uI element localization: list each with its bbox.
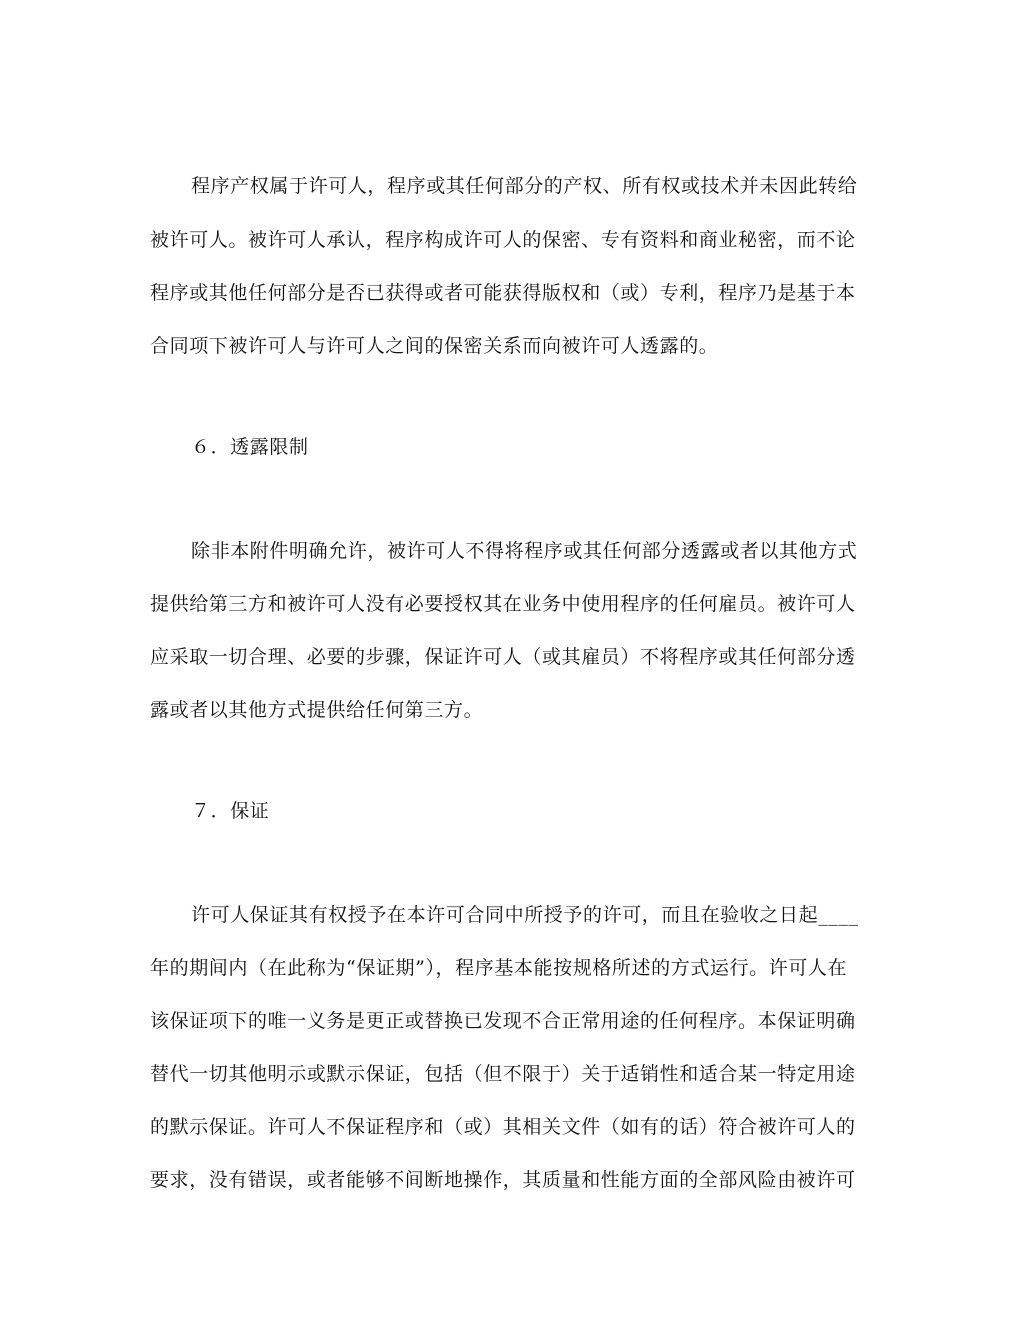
paragraph-line: 除非本附件明确允许，被许可人不得将程序或其任何部分透露或者以其他方式 bbox=[191, 540, 858, 562]
paragraph-line: 许可人保证其有权授予在本许可合同中所授予的许可，而且在验收之日起____ bbox=[191, 904, 859, 926]
paragraph-line: 露或者以其他方式提供给任何第三方。 bbox=[150, 699, 484, 721]
section-heading: ６．透露限制 bbox=[191, 436, 309, 458]
paragraph-line: 要求，没有错误，或者能够不间断地操作，其质量和性能方面的全部风险由被许可 bbox=[150, 1169, 856, 1191]
paragraph-line: 程序产权属于许可人，程序或其任何部分的产权、所有权或技术并未因此转给 bbox=[191, 175, 858, 197]
section-heading: ７．保证 bbox=[191, 800, 270, 822]
paragraph-line: 的默示保证。许可人不保证程序和（或）其相关文件（如有的话）符合被许可人的 bbox=[150, 1116, 856, 1138]
paragraph-line: 程序或其他任何部分是否已获得或者可能获得版权和（或）专利，程序乃是基于本 bbox=[150, 282, 856, 304]
paragraph-line: 应采取一切合理、必要的步骤，保证许可人（或其雇员）不将程序或其任何部分透 bbox=[150, 646, 856, 668]
paragraph-line: 替代一切其他明示或默示保证，包括（但不限于）关于适销性和适合某一特定用途 bbox=[150, 1063, 856, 1085]
paragraph-line: 提供给第三方和被许可人没有必要授权其在业务中使用程序的任何雇员。被许可人 bbox=[150, 593, 856, 615]
paragraph-line: 年的期间内（在此称为“保证期”），程序基本能按规格所述的方式运行。许可人在 bbox=[150, 957, 848, 979]
paragraph-line: 该保证项下的唯一义务是更正或替换已发现不合正常用途的任何程序。本保证明确 bbox=[150, 1010, 856, 1032]
paragraph-line: 被许可人。被许可人承认，程序构成许可人的保密、专有资料和商业秘密，而不论 bbox=[150, 229, 856, 251]
paragraph-line: 合同项下被许可人与许可人之间的保密关系而向被许可人透露的。 bbox=[150, 335, 719, 357]
